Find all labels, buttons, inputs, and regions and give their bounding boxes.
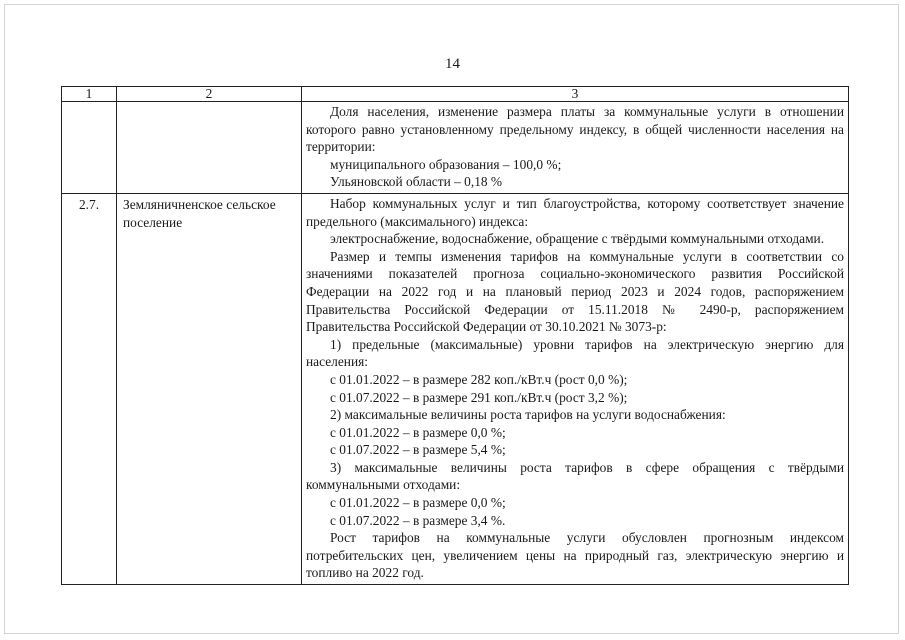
content-paragraph: 1) предельные (максимальные) уровни тарифов на электрическую энергию для населения: bbox=[306, 336, 844, 370]
continuation-number-cell bbox=[62, 102, 117, 194]
content-paragraph: Набор коммунальных услуг и тип благоустройства, которому соответствует значение предельного (максимального) индекса: bbox=[306, 195, 844, 229]
content-paragraph: с 01.07.2022 – в размере 5,4 %; bbox=[330, 442, 506, 458]
content-paragraph: с 01.01.2022 – в размере 0,0 %; bbox=[330, 495, 506, 511]
continuation-paragraph: Доля населения, изменение размера платы за коммунальные услуги в отношении которого равно установленному предельному индексу, в общей численности населения на территории: bbox=[306, 104, 844, 155]
continuation-paragraph: муниципального образования – 100,0 %; bbox=[330, 156, 562, 172]
row-content-cell bbox=[302, 193, 849, 584]
content-paragraph: Размер и темпы изменения тарифов на коммунальные услуги в соответствии со значениями показателей прогноза социально-экономического развития Российской Федерации на 2022 год и на плановый период 2023 и 2024 годов, распоряжением Правительства Российской Федерации от 15.11.2018 № 2490-р, распоряжением Правительства Российской Федерации от 30.10.2021 № 3073-р: bbox=[306, 248, 844, 335]
content-paragraph: электроснабжение, водоснабжение, обращение с твёрдыми коммунальными отходами. bbox=[330, 231, 825, 247]
continuation-name-cell bbox=[117, 102, 302, 194]
continuation-content-cell bbox=[302, 102, 849, 194]
content-paragraph: 2) максимальные величины роста тарифов на услуги водоснабжения: bbox=[330, 407, 726, 423]
header-col-3: 3 bbox=[302, 87, 849, 102]
header-col-2: 2 bbox=[117, 87, 302, 102]
settlement-name: Земляничненское сельское поселение bbox=[117, 193, 302, 584]
content-paragraph: Рост тарифов на коммунальные услуги обусловлен прогнозным индексом потребительских цен, увеличением цены на природный газ, электрическую энергию и топливо на 2022 год. bbox=[306, 530, 844, 581]
page-number: 14 bbox=[445, 56, 460, 72]
content-paragraph: с 01.01.2022 – в размере 282 коп./кВт.ч (рост 0,0 %); bbox=[330, 371, 628, 387]
content-paragraph: с 01.01.2022 – в размере 0,0 %; bbox=[330, 424, 506, 440]
content-paragraph: 3) максимальные величины роста тарифов в сфере обращения с твёрдыми коммунальными отходами: bbox=[306, 459, 844, 493]
row-number: 2.7. bbox=[62, 193, 117, 584]
continuation-row bbox=[62, 102, 849, 194]
tariff-table bbox=[61, 86, 849, 585]
content-paragraph: с 01.07.2022 – в размере 291 коп./кВт.ч (рост 3,2 %); bbox=[330, 389, 628, 405]
table-header-row bbox=[62, 87, 849, 102]
continuation-paragraph: Ульяновской области – 0,18 % bbox=[330, 174, 503, 190]
content-paragraph: с 01.07.2022 – в размере 3,4 %. bbox=[330, 512, 506, 528]
header-col-1: 1 bbox=[62, 87, 117, 102]
table-row bbox=[62, 193, 849, 584]
